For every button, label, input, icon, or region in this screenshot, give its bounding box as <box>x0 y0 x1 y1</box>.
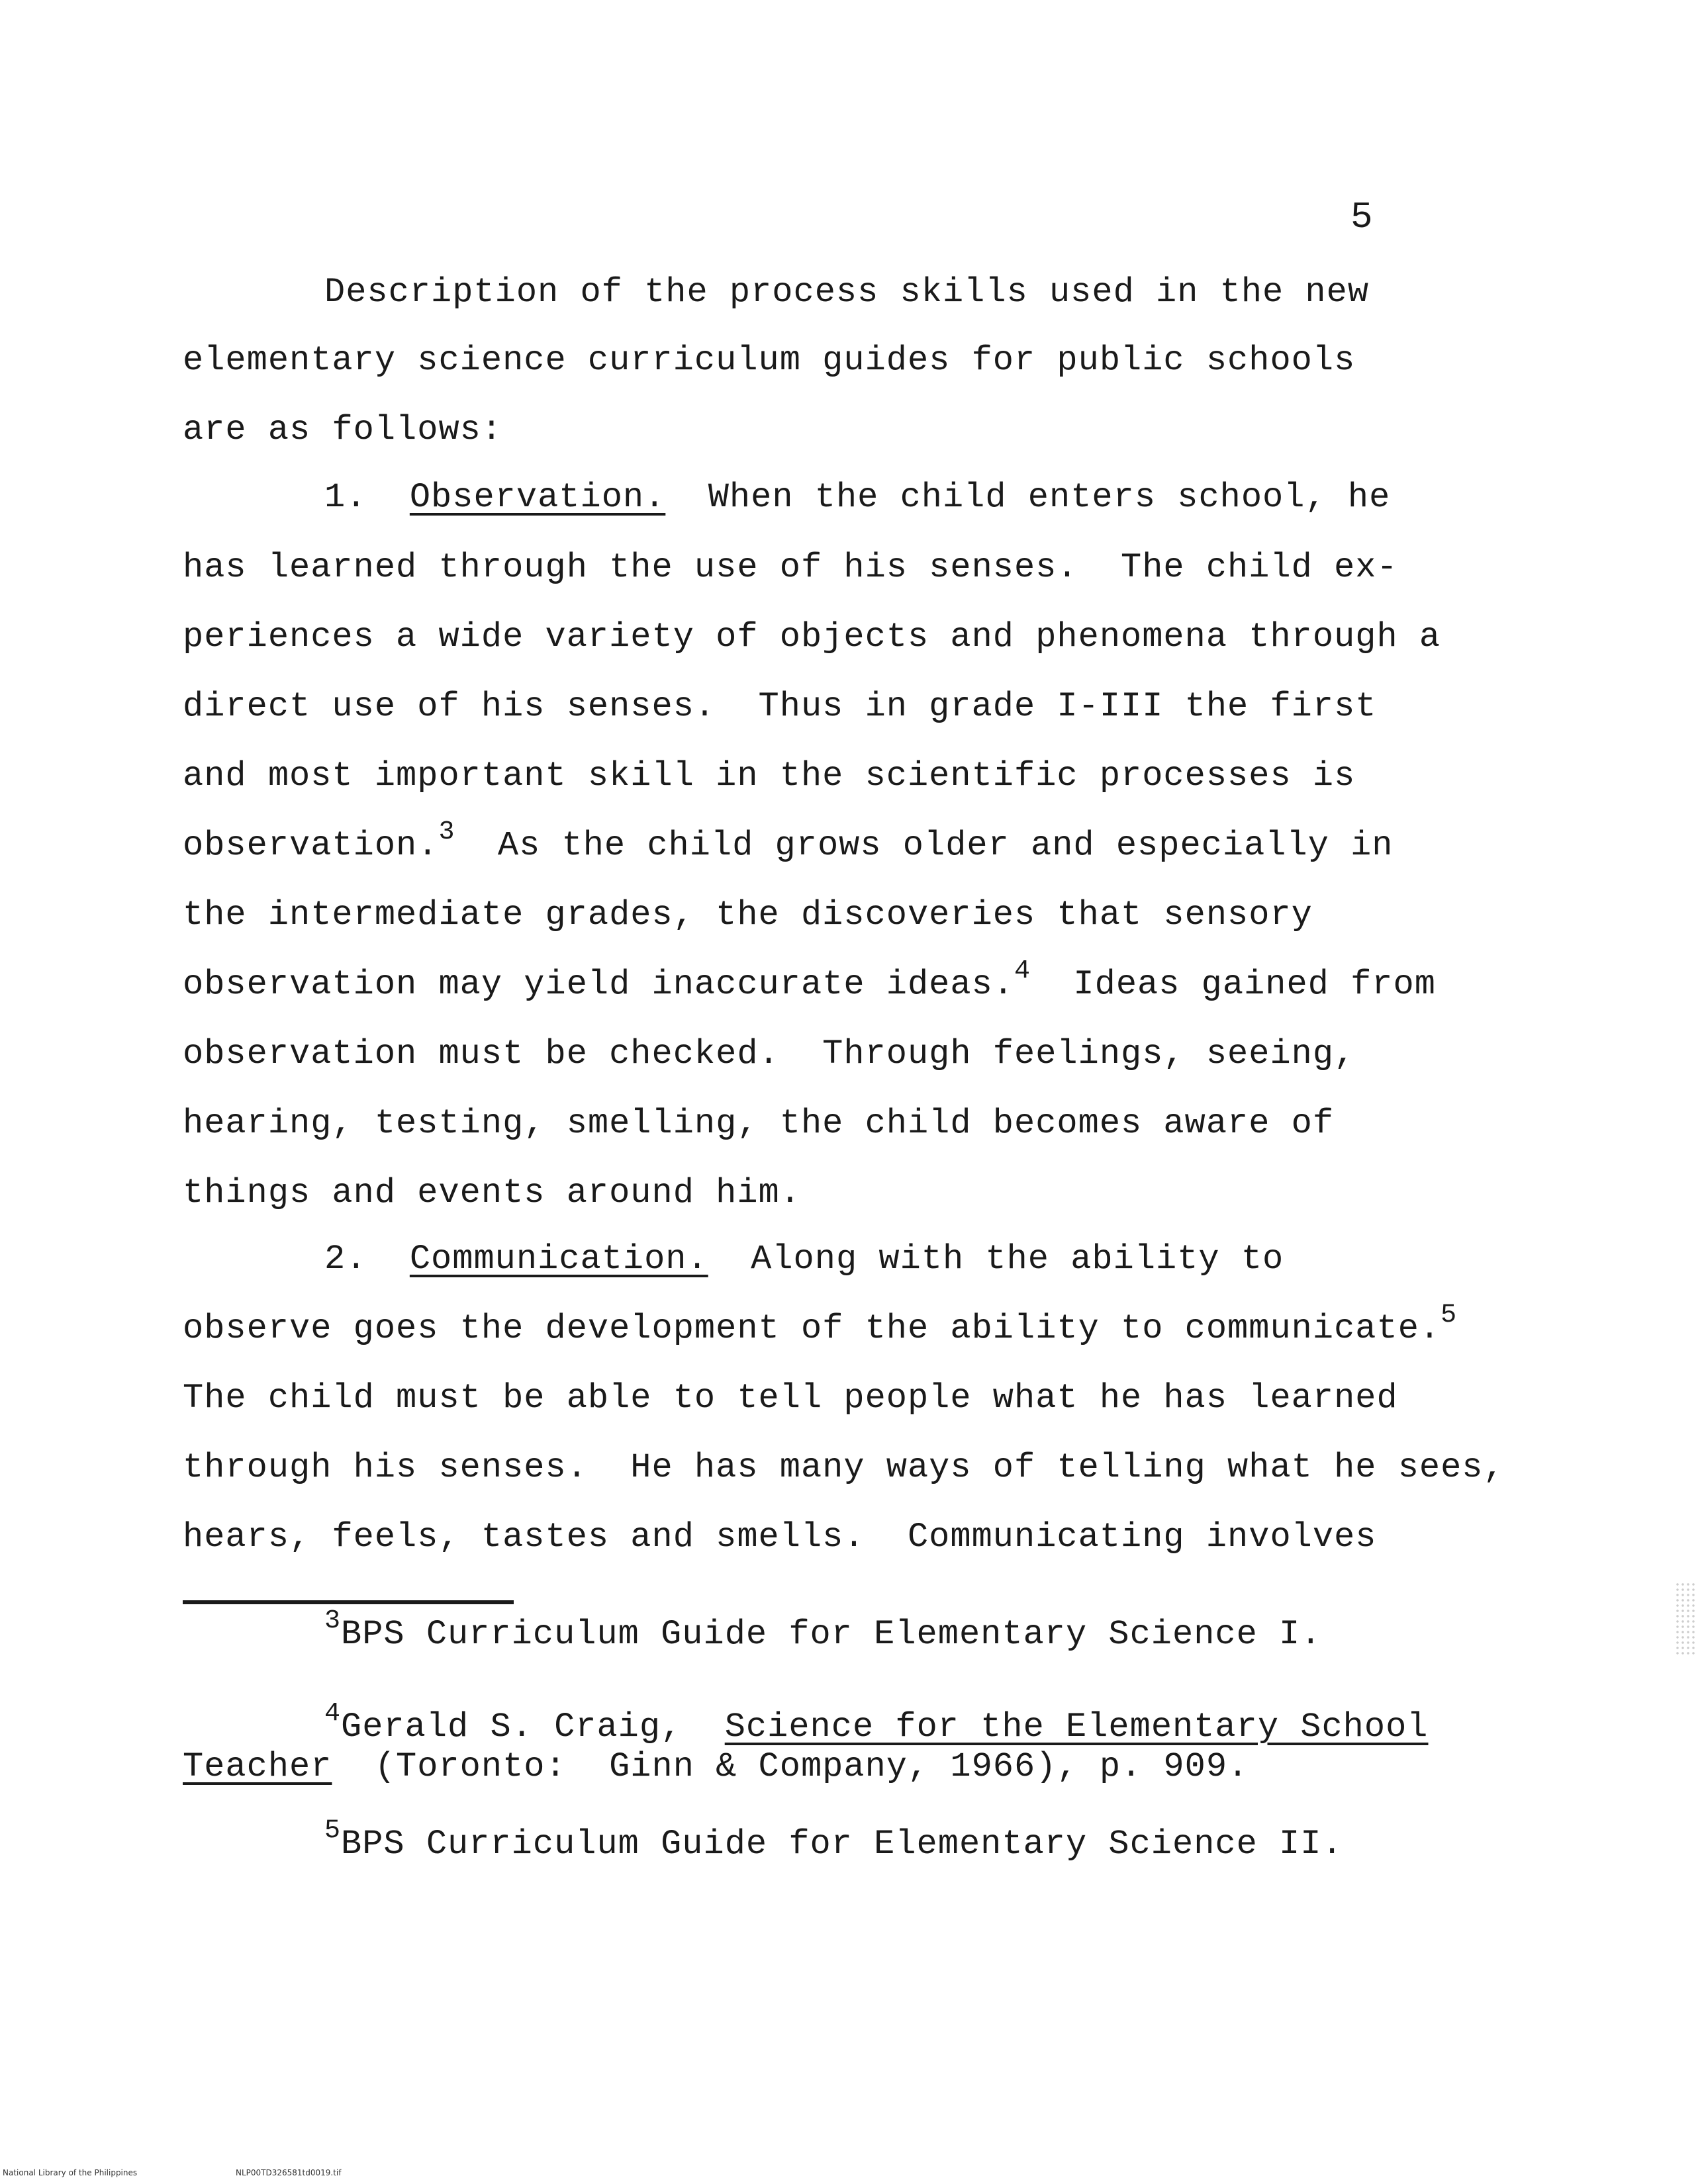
section1-line-6 <box>183 817 1394 865</box>
section2-line-5: hears, feels, tastes and smells. Communicating involves <box>183 1518 1377 1557</box>
page-number: 5 <box>1350 196 1373 238</box>
footnote-separator <box>183 1600 514 1604</box>
section2-title: Communication. <box>409 1240 708 1279</box>
section1-line-8-text: observation may yield inaccurate ideas. <box>183 965 1014 1004</box>
section2-line-3: The child must be able to tell people what he has learned <box>183 1379 1398 1418</box>
section1-number: 1. <box>324 478 367 517</box>
section1-line-11: things and events around him. <box>183 1173 801 1212</box>
section2-line-2-text: observe goes the development of the ability to communicate. <box>183 1309 1441 1348</box>
section1-line-2: has learned through the use of his senses. The child ex- <box>183 548 1398 587</box>
footnote-3-mark: 3 <box>324 1606 342 1636</box>
scan-speck <box>1675 1582 1697 1655</box>
footnote-ref-3: 3 <box>438 817 455 847</box>
section1-title: Observation. <box>409 478 666 517</box>
section2-first-line <box>324 1240 1284 1279</box>
intro-line-2: elementary science curriculum guides for public schools <box>183 341 1356 380</box>
section1-first-rest: When the child enters school, he <box>665 478 1391 517</box>
section2-first-rest: Along with the ability to <box>708 1240 1284 1279</box>
section1-line-7: the intermediate grades, the discoveries that sensory <box>183 895 1313 934</box>
section1-line-6-text: observation. <box>183 826 439 865</box>
footnote-4-rest: (Toronto: Ginn & Company, 1966), p. 909. <box>332 1747 1249 1786</box>
section1-line-8 <box>183 956 1436 1004</box>
section2-line-4: through his senses. He has many ways of telling what he sees, <box>183 1448 1505 1487</box>
archive-stamp-file: NLP00TD326581td0019.tif <box>236 2168 342 2177</box>
section1-line-3: periences a wide variety of objects and phenomena through a <box>183 617 1441 657</box>
footnote-ref-4: 4 <box>1014 956 1031 986</box>
footnote-4-title-cont: Teacher <box>183 1747 332 1786</box>
section1-first-line <box>324 478 1390 517</box>
footnote-5-text: BPS Curriculum Guide for Elementary Science II. <box>341 1825 1343 1864</box>
footnote-5-mark: 5 <box>324 1815 342 1846</box>
footnote-4-mark: 4 <box>324 1698 342 1729</box>
section1-line-10: hearing, testing, smelling, the child becomes aware of <box>183 1104 1335 1143</box>
footnote-4-title: Science for the Elementary School <box>724 1707 1429 1747</box>
footnote-4-line-2 <box>183 1747 1249 1786</box>
section2-number: 2. <box>324 1240 367 1279</box>
footnote-3 <box>324 1606 1322 1654</box>
section1-line-6-rest: As the child grows older and especially in <box>455 826 1394 865</box>
footnote-5 <box>324 1815 1343 1864</box>
section1-line-8-rest: Ideas gained from <box>1031 965 1436 1004</box>
footnote-ref-5: 5 <box>1441 1300 1458 1330</box>
section2-line-2 <box>183 1300 1458 1348</box>
footnote-3-text: BPS Curriculum Guide for Elementary Science I. <box>341 1615 1322 1654</box>
footnote-4-line-1 <box>324 1698 1429 1747</box>
intro-line-3: are as follows: <box>183 410 503 449</box>
intro-line-1: Description of the process skills used in the new <box>324 273 1370 312</box>
section1-line-5: and most important skill in the scientific processes is <box>183 756 1356 796</box>
section1-line-4: direct use of his senses. Thus in grade I-III the first <box>183 687 1377 726</box>
section1-line-9: observation must be checked. Through feelings, seeing, <box>183 1034 1356 1073</box>
footnote-4-author: Gerald S. Craig, <box>341 1707 725 1747</box>
archive-stamp-library: National Library of the Philippines <box>3 2168 138 2177</box>
